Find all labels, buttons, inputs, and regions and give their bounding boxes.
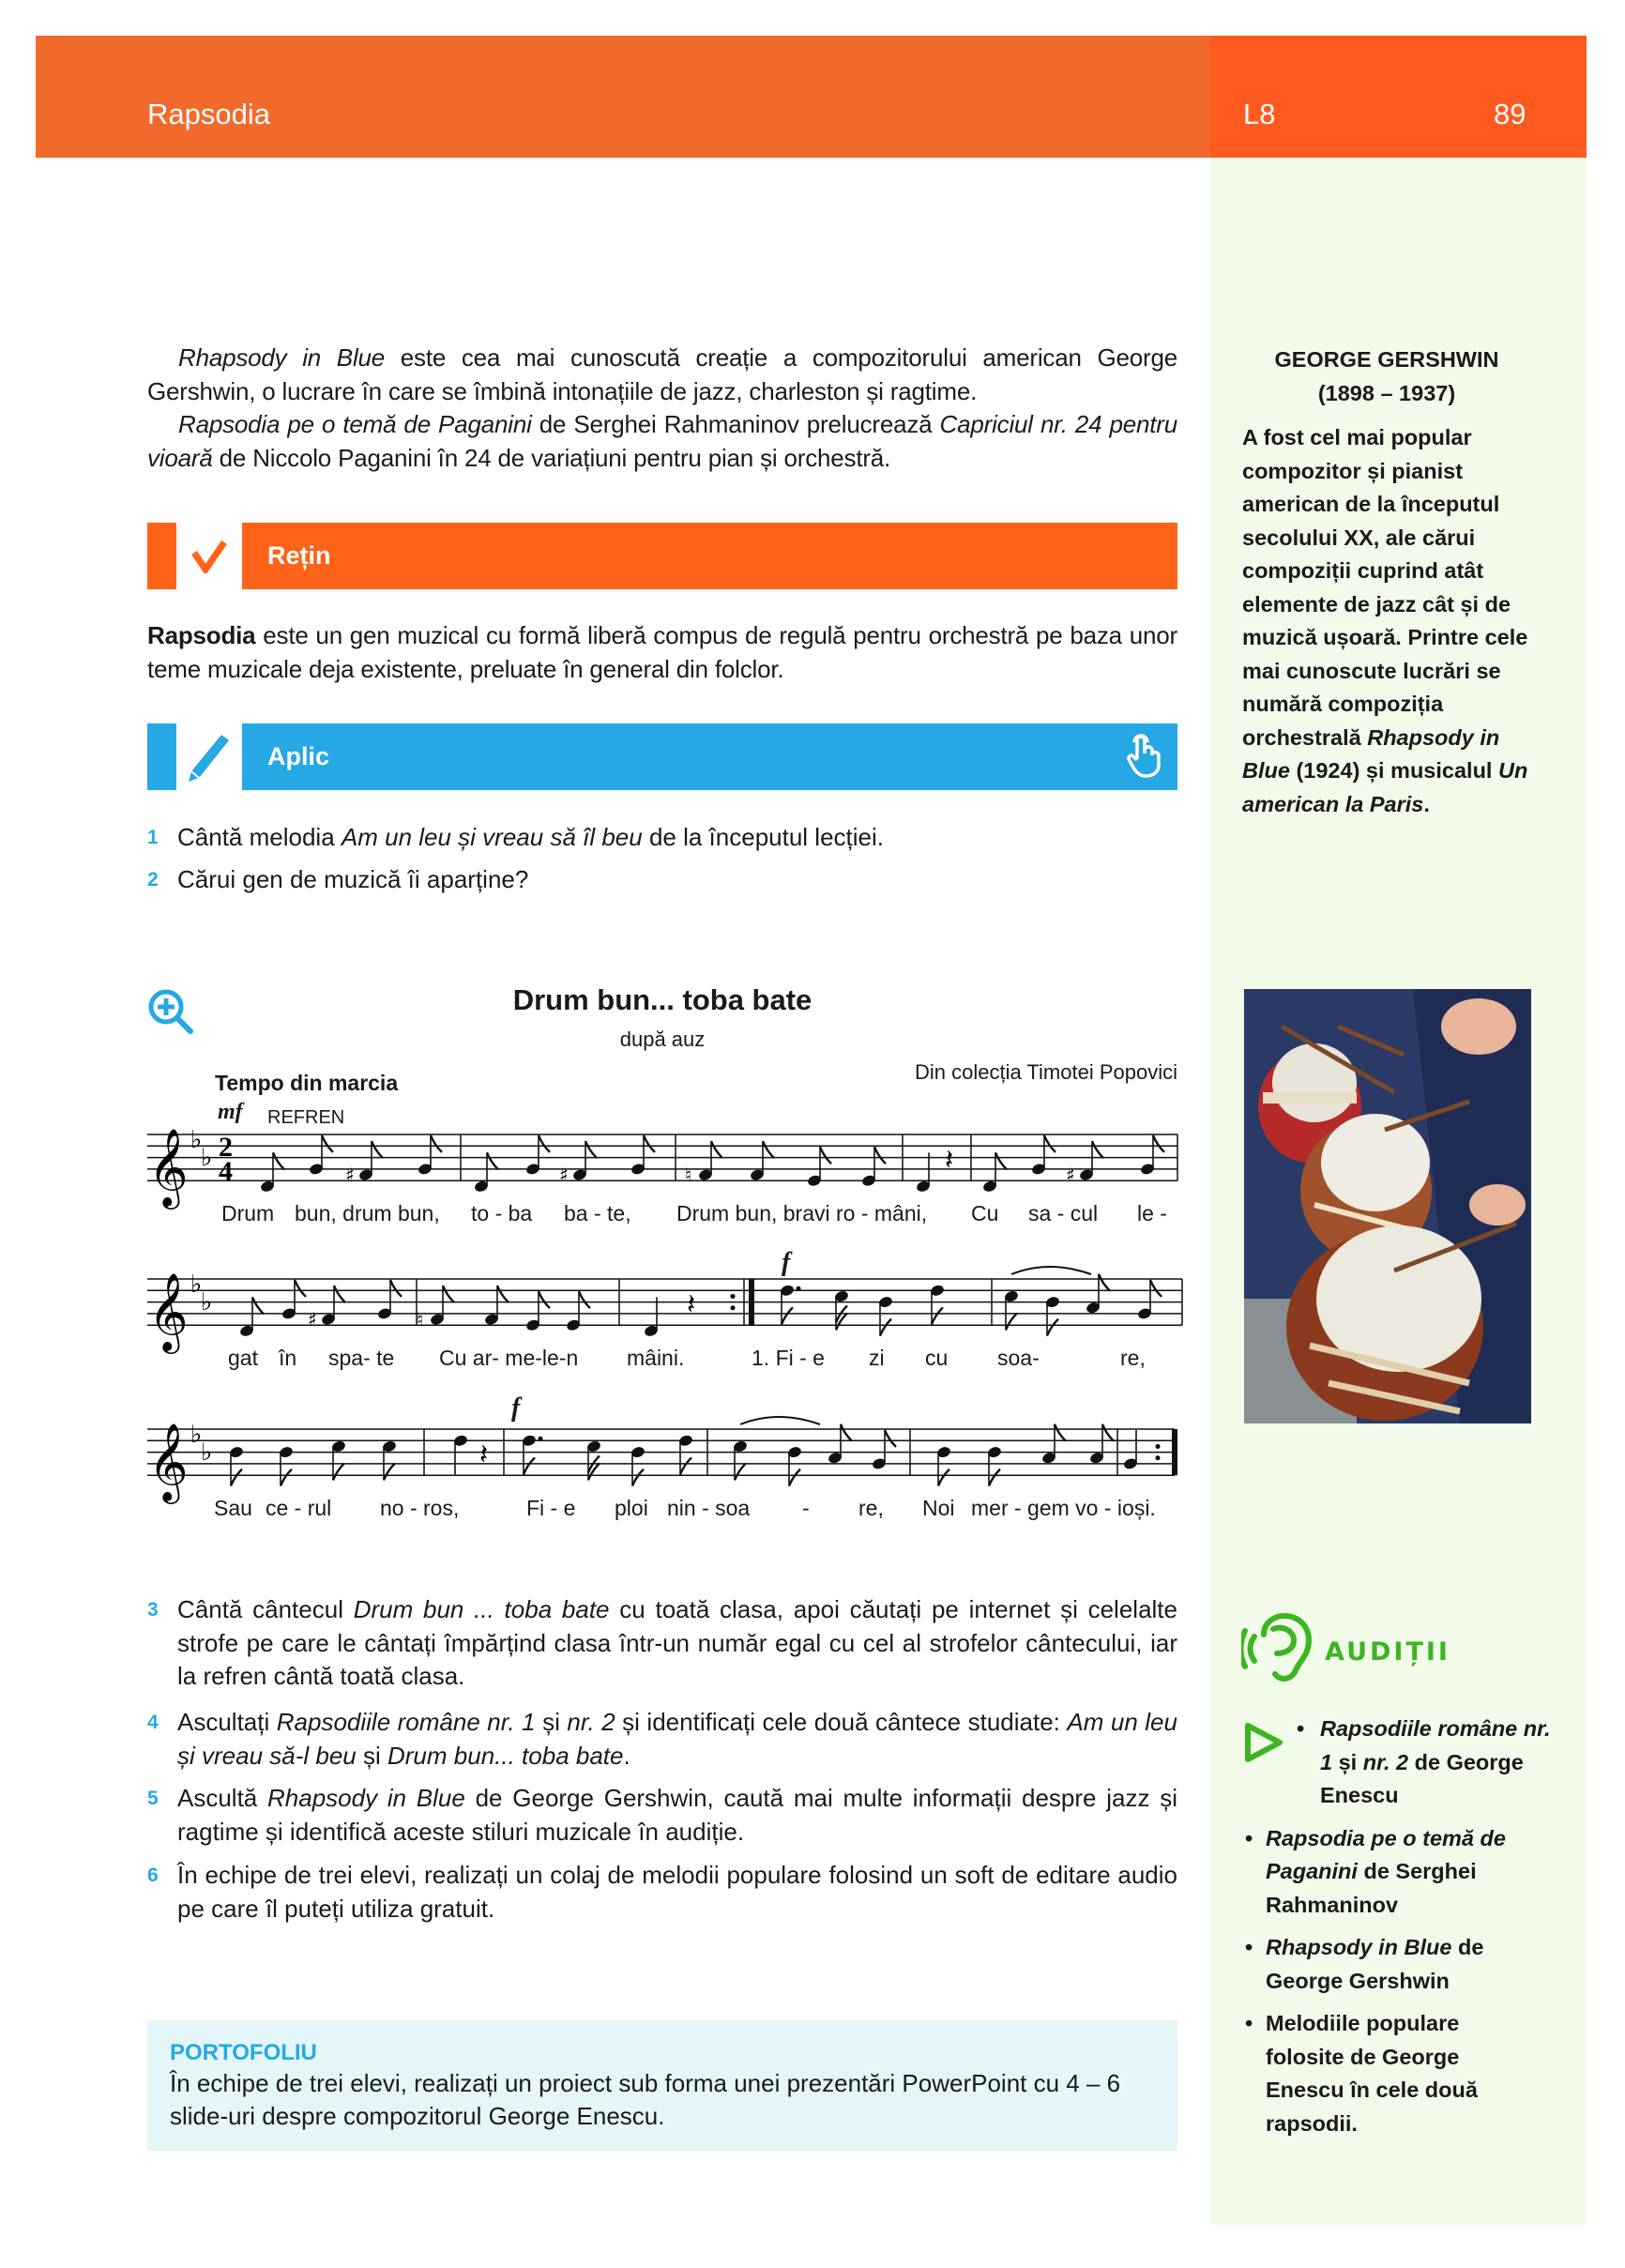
note-flag (711, 1141, 722, 1158)
lyric-syllable: to - ba (471, 1201, 533, 1225)
lyric-syllable: Fi - e (526, 1496, 576, 1520)
note-flag (1150, 1280, 1162, 1297)
term: Rapsodia (147, 621, 256, 649)
header-bar-right (1210, 36, 1587, 158)
note-flag (1044, 1135, 1055, 1152)
treble-clef-icon: 𝄞 (148, 1271, 189, 1351)
task-number: 1 (147, 827, 159, 848)
repeat-dot (1156, 1444, 1161, 1449)
text-italic: Rapsodiile române nr. 1 (1320, 1716, 1551, 1774)
lyric-syllable: zi (869, 1346, 885, 1370)
text-italic: Am un leu și vreau să îl beu (341, 823, 643, 851)
repeat-dot (731, 1305, 736, 1310)
retin-label: Rețin (267, 541, 331, 570)
lyric-syllable: ba - te, (564, 1201, 631, 1225)
lyric-syllable: mâini. (627, 1346, 685, 1370)
task-number: 5 (147, 1788, 159, 1809)
note-flag (1047, 1319, 1058, 1336)
note-flag (836, 1313, 847, 1330)
note-flag (874, 1147, 886, 1164)
lyric-syllable: nin - soa (667, 1496, 751, 1520)
text-italic: Rhapsody in Blue (267, 1784, 465, 1812)
lyric-syllable: re, (1120, 1346, 1146, 1370)
note-flag (588, 1463, 600, 1480)
lyric-syllable: cu (925, 1346, 949, 1370)
note-flag (789, 1469, 800, 1486)
text: cu toată clasa, apoi căutați pe internet și celelalte strofe pe care le cântați împărțind clasa într-un număr egal cu cel al strofelor cântecului, iar la refren cântă toată clasa. (177, 1595, 1177, 1690)
dynamic-f: f (511, 1393, 521, 1423)
treble-clef-icon: 𝄞 (148, 1127, 189, 1207)
note-flag (632, 1469, 644, 1486)
key-flat-b-icon: ♭ (190, 1126, 203, 1154)
text: (1924) și musicalul (1289, 758, 1498, 783)
text-italic: Rapsodiile române nr. 1 (276, 1708, 536, 1736)
lyric-syllable: re, (858, 1496, 884, 1520)
text: de Niccolo Paganini în 24 de variațiuni pentru pian și orchestră. (212, 443, 891, 472)
lesson-number: L8 (1243, 98, 1276, 130)
lyric-syllable: gat (228, 1346, 258, 1370)
lyric-syllable: sa - cul (1028, 1201, 1099, 1225)
task-item (147, 1782, 1177, 1849)
list-item: • Rapsodia pe o temă de Paganini de Serghei Rahmaninov (1245, 1825, 1506, 1917)
note-flag (231, 1469, 242, 1486)
page-number: 89 (1494, 98, 1526, 130)
key-flat-e-icon: ♭ (201, 1144, 213, 1172)
listening-ear-icon (1241, 1612, 1316, 1692)
lyric-syllable: ploi (615, 1496, 648, 1520)
lyric-syllable: Noi (922, 1496, 955, 1520)
work-title: Rhapsody in Blue (178, 343, 386, 372)
text: Cântă melodia (177, 823, 342, 851)
song-title: Drum bun... toba bate (512, 983, 812, 1016)
drummers-photo (1244, 989, 1531, 1423)
text-italic: Drum bun ... toba bate (353, 1595, 610, 1623)
note-flag (487, 1152, 498, 1169)
note-flag (989, 1469, 1000, 1486)
text: de Serghei Rahmaninov prelucrează (531, 410, 940, 438)
quarter-rest: 𝄽 (945, 1143, 954, 1177)
note-flag (680, 1457, 691, 1474)
key-flat-b-icon: ♭ (190, 1271, 203, 1299)
note-flag (431, 1135, 442, 1152)
note-flag (585, 1141, 597, 1158)
repeat-dot (731, 1294, 736, 1299)
sharp-sign: ♯ (559, 1164, 569, 1187)
note-dot (797, 1286, 801, 1291)
note-flag (252, 1297, 264, 1314)
text: de la începutul lecției. (642, 823, 885, 851)
aplic-label: Aplic (267, 742, 330, 770)
text: Cărui gen de muzică îi aparține? (177, 865, 529, 893)
note-dot (539, 1437, 543, 1441)
note-flag (880, 1319, 891, 1336)
note-flag (1055, 1424, 1066, 1441)
work-title: Rapsodia pe o temă de Paganini (178, 410, 532, 438)
list-item: • Melodiile populare folosite de George Enescu în cele două rapsodii. (1245, 2011, 1478, 2136)
note-flag (820, 1147, 831, 1164)
note-flag (932, 1307, 943, 1324)
task-number: 3 (147, 1599, 159, 1621)
lyric-syllable: Drum (221, 1201, 275, 1225)
note-flag (390, 1280, 402, 1297)
lyric-syllable: bun, drum bun, (295, 1201, 440, 1225)
quarter-rest: 𝄽 (687, 1287, 696, 1321)
text: și identificați cele două cântece studiate: (615, 1708, 1068, 1736)
tempo-marking: Tempo din marcia (215, 1071, 399, 1095)
note-flag (333, 1463, 344, 1480)
text-italic: Rhapsody in Blue (1242, 724, 1500, 783)
task-item (147, 1706, 1177, 1773)
lyric-syllable: Drum bun, bravi ro - mâni, (676, 1201, 928, 1225)
lyric-syllable: soa- (997, 1346, 1040, 1370)
text: Melodiile populare folosite de George Enescu în cele două rapsodii. (1266, 2011, 1478, 2136)
lyric-syllable: mer - gem vo - ioși. (971, 1496, 1156, 1520)
portofoliu-box (147, 2020, 1177, 2151)
note-flag (841, 1424, 852, 1441)
natural-sign: ♮ (417, 1308, 424, 1332)
work-title: Capriciul nr. 24 pentru vioară (147, 410, 1177, 472)
refren-label: REFREN (267, 1107, 345, 1128)
key-flat-e-icon: ♭ (201, 1288, 213, 1317)
lyric-syllable: ce - rul (266, 1496, 332, 1520)
text: și (356, 1741, 387, 1770)
portofoliu-text: În echipe de trei elevi, realizați un proiect sub forma unei prezentări PowerPoint cu 4 – 6 slide-uri despre compozitorul George Enescu. (170, 2069, 1121, 2130)
text: de George Gershwin, caută mai multe informații despre jazz și ragtime și identifică aceste stiluri muzicale în audiție. (177, 1784, 1177, 1846)
key-flat-b-icon: ♭ (190, 1421, 203, 1449)
text: Ascultă (177, 1784, 268, 1812)
note-flag (372, 1141, 383, 1158)
lyric-syllable: 1. Fi - e (752, 1346, 825, 1370)
composer-name: GEORGE GERSHWIN (1274, 347, 1499, 372)
key-flat-e-icon: ♭ (201, 1438, 213, 1467)
text-italic: Rapsodia pe o temă de Paganini (1266, 1825, 1506, 1883)
note-flag (782, 1307, 793, 1324)
slur (740, 1417, 820, 1424)
note-flag (334, 1286, 345, 1302)
text: și (535, 1708, 568, 1736)
quarter-rest: 𝄽 (479, 1438, 489, 1471)
lyric-syllable: în (279, 1346, 297, 1370)
text: de George Enescu (1320, 1749, 1524, 1807)
lyric-syllable: spa- te (328, 1346, 395, 1370)
dynamic-mf: mf (218, 1100, 243, 1124)
sharp-sign: ♯ (1066, 1164, 1075, 1187)
text: Cântă cântecul (177, 1595, 354, 1623)
list-item: • Rapsodiile române nr. 1 și nr. 2 de George Enescu (1297, 1716, 1551, 1807)
text: este un gen muzical cu formă liberă compus de regulă pentru orchestră pe baza unor teme muzicale deja existente, preluate în general din folclor. (147, 621, 1177, 683)
note-flag (1006, 1313, 1017, 1330)
lyric-syllable: no - ros, (380, 1496, 460, 1520)
lyric-syllable: Sau (214, 1496, 252, 1520)
note-flag (1102, 1424, 1114, 1441)
note-flag (322, 1135, 333, 1152)
note-flag (1092, 1141, 1103, 1158)
text: de George Gershwin (1266, 1935, 1484, 1993)
note-flag (644, 1135, 655, 1152)
composer-years: (1898 – 1937) (1317, 381, 1456, 405)
treble-clef-icon: 𝄞 (148, 1422, 189, 1501)
text: În echipe de trei elevi, realizați un colaj de melodii populare folosind un soft de editare audio pe care îl puteți utiliza gratuit. (177, 1861, 1177, 1923)
text: de Serghei Rahmaninov (1266, 1859, 1477, 1917)
time-signature-bottom: 4 (219, 1156, 233, 1187)
task-number: 6 (147, 1865, 159, 1886)
note-flag (885, 1430, 896, 1447)
note-flag (1099, 1274, 1110, 1291)
text-italic: Am un leu și vreau să-l beu (177, 1708, 1177, 1770)
auditii-list (1245, 1712, 1564, 2140)
text-italic: Drum bun... toba bate (387, 1741, 624, 1770)
list-item: • Rhapsody in Blue de George Gershwin (1245, 1935, 1484, 1993)
task-item (147, 1859, 1177, 1926)
slur (1011, 1267, 1091, 1274)
composer-bio (1242, 421, 1552, 821)
text: A fost cel mai popular compozitor și pianist american de la începutul secolului XX, ale cărui compoziții cuprind atât elemente de jazz cât și de muzică ușoară. Printre cele mai cunoscute lucrări se numără compoziția orchestrală (1242, 425, 1528, 750)
note-flag (1153, 1135, 1164, 1152)
natural-sign: ♮ (685, 1164, 692, 1187)
text-italic: nr. 2 (1362, 1749, 1409, 1774)
note-flag (524, 1457, 535, 1474)
note-flag (273, 1152, 284, 1169)
time-signature-top: 2 (219, 1132, 233, 1163)
note-flag (384, 1463, 395, 1480)
text-italic: Rhapsody in Blue (1266, 1935, 1452, 1959)
sharp-sign: ♯ (345, 1164, 355, 1187)
text: și (1332, 1749, 1363, 1774)
note-flag (938, 1469, 949, 1486)
text: Ascultați (177, 1708, 277, 1736)
lyric-syllable: - (802, 1496, 810, 1520)
chapter-title: Rapsodia (147, 98, 270, 130)
note-flag (497, 1286, 509, 1302)
lyric-syllable: Cu ar- me-le-n (439, 1346, 579, 1370)
note-flag (995, 1152, 1007, 1169)
note-flag (539, 1291, 550, 1308)
text: este cea mai cunoscută creație a compozitorului american George Gershwin, o lucrare în care se îmbină intonațiile de jazz, charleston și ragtime. (147, 343, 1177, 405)
text: . (623, 1741, 630, 1770)
lyric-syllable: Cu (971, 1201, 999, 1225)
lyric-syllable: le - (1137, 1201, 1167, 1225)
task-item (147, 1593, 1177, 1694)
note-flag (579, 1291, 590, 1308)
text: . (1423, 791, 1430, 816)
note-flag (443, 1286, 454, 1302)
text-italic: nr. 2 (567, 1708, 615, 1736)
text-italic: Un american la Paris (1242, 758, 1528, 816)
song-subtitle: după auz (619, 1027, 706, 1051)
sharp-sign: ♯ (308, 1308, 317, 1332)
note-flag (763, 1141, 774, 1158)
note-flag (539, 1135, 550, 1152)
auditii-heading: AUDIȚII (1325, 1637, 1450, 1667)
song-source: Din colecția Timotei Popovici (914, 1060, 1177, 1084)
repeat-dot (1156, 1455, 1161, 1460)
task-number: 2 (147, 869, 159, 890)
task-number: 4 (147, 1712, 159, 1733)
dynamic-f: f (782, 1248, 791, 1277)
note-flag (295, 1280, 306, 1297)
note-flag (281, 1469, 292, 1486)
note-flag (735, 1463, 746, 1480)
portofoliu-title: PORTOFOLIU (170, 2040, 317, 2065)
